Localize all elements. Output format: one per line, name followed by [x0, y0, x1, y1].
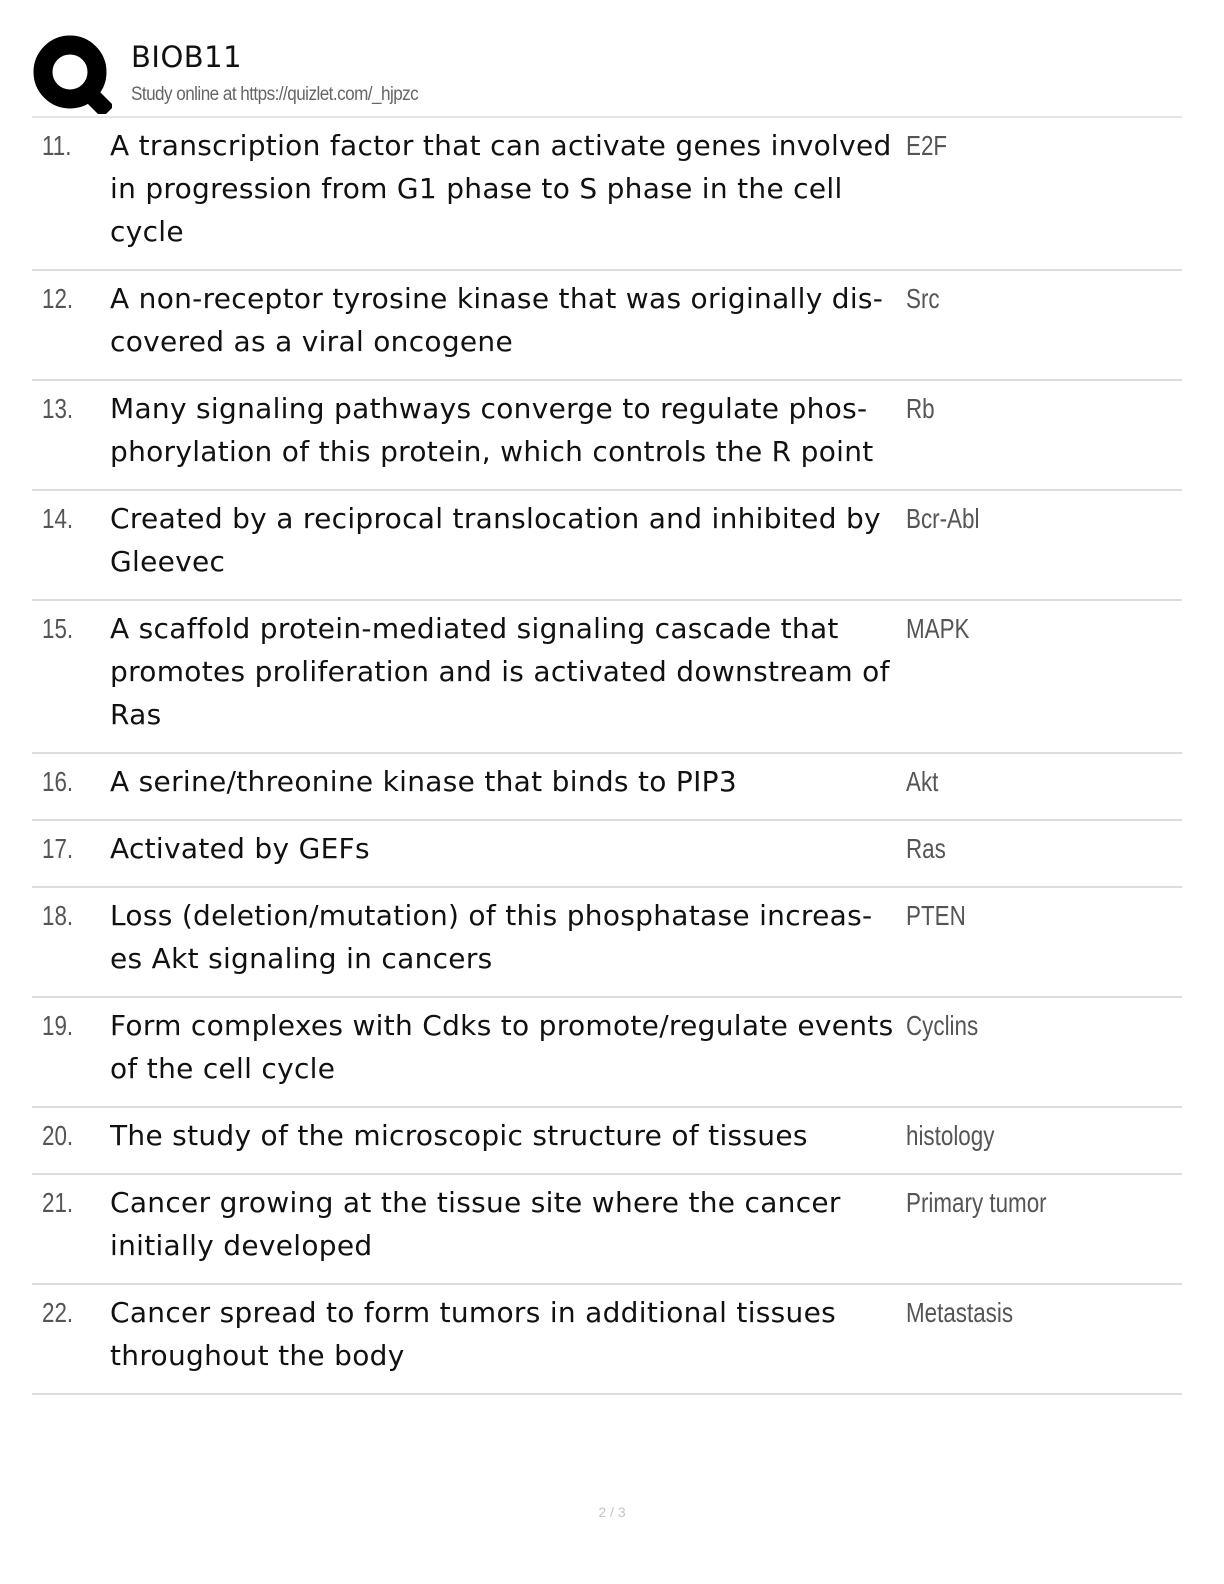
term-list [32, 118, 1182, 1395]
page-number: 2 / 3 [598, 1504, 626, 1520]
term-definition: The study of the microscopic structure of tissues [110, 1119, 808, 1152]
term-number: 15. [42, 613, 74, 644]
term-answer: Metastasis [906, 1297, 1014, 1328]
term-answer: Bcr-Abl [906, 503, 980, 534]
term-number: 13. [42, 393, 74, 424]
term-definition: A transcription factor that can activate genes involved in progression from G1 phase to S phase in the cell cycle [110, 129, 892, 248]
term-number: 20. [42, 1120, 74, 1151]
term-definition: Created by a reciprocal translocation and inhibited by Gleevec [110, 502, 881, 578]
term-number: 12. [42, 283, 74, 314]
term-definition: Form complexes with Cdks to promote/regulate events of the cell cycle [110, 1009, 894, 1085]
term-definition: Loss (deletion/mutation) of this phosphatase increas- es Akt signaling in cancers [110, 899, 873, 975]
term-row [32, 271, 1182, 381]
term-definition: Activated by GEFs [110, 832, 370, 865]
term-answer: Src [906, 283, 940, 314]
term-number: 19. [42, 1010, 74, 1041]
term-number: 17. [42, 833, 74, 864]
term-row [32, 888, 1182, 998]
term-row [32, 998, 1182, 1108]
quizlet-q-logo-icon [32, 34, 112, 114]
term-number: 21. [42, 1187, 74, 1218]
term-number: 22. [42, 1297, 74, 1328]
term-number: 11. [42, 130, 72, 161]
term-number: 18. [42, 900, 74, 931]
term-row [32, 1285, 1182, 1395]
term-definition: Cancer growing at the tissue site where the cancer initially developed [110, 1186, 841, 1262]
term-definition: A serine/threonine kinase that binds to PIP3 [110, 765, 737, 798]
term-row [32, 381, 1182, 491]
term-row [32, 1108, 1182, 1175]
term-row [32, 118, 1182, 271]
term-answer: Primary tumor [906, 1187, 1047, 1218]
term-answer: Cyclins [906, 1010, 979, 1041]
term-answer: MAPK [906, 613, 970, 644]
term-row [32, 601, 1182, 754]
term-row [32, 491, 1182, 601]
term-answer: PTEN [906, 900, 966, 931]
page-header [32, 34, 1182, 114]
term-row [32, 821, 1182, 888]
term-row [32, 1175, 1182, 1285]
term-answer: E2F [906, 130, 948, 161]
term-answer: Rb [906, 393, 935, 424]
term-answer: histology [906, 1120, 995, 1151]
term-number: 14. [42, 503, 74, 534]
term-answer: Ras [906, 833, 946, 864]
deck-title: BIOB11 [131, 40, 243, 74]
term-definition: A non-receptor tyrosine kinase that was originally dis- covered as a viral oncogene [110, 282, 884, 358]
term-number: 16. [42, 766, 74, 797]
term-definition: A scaffold protein-mediated signaling cascade that promotes proliferation and is activated downstream of Ras [110, 612, 890, 731]
study-online-link[interactable]: Study online at https://quizlet.com/_hjpzc [131, 84, 419, 105]
term-row [32, 754, 1182, 821]
term-answer: Akt [906, 766, 939, 797]
term-definition: Cancer spread to form tumors in additional tissues throughout the body [110, 1296, 837, 1372]
term-definition: Many signaling pathways converge to regulate phos- phorylation of this protein, which controls the R point [110, 392, 874, 468]
